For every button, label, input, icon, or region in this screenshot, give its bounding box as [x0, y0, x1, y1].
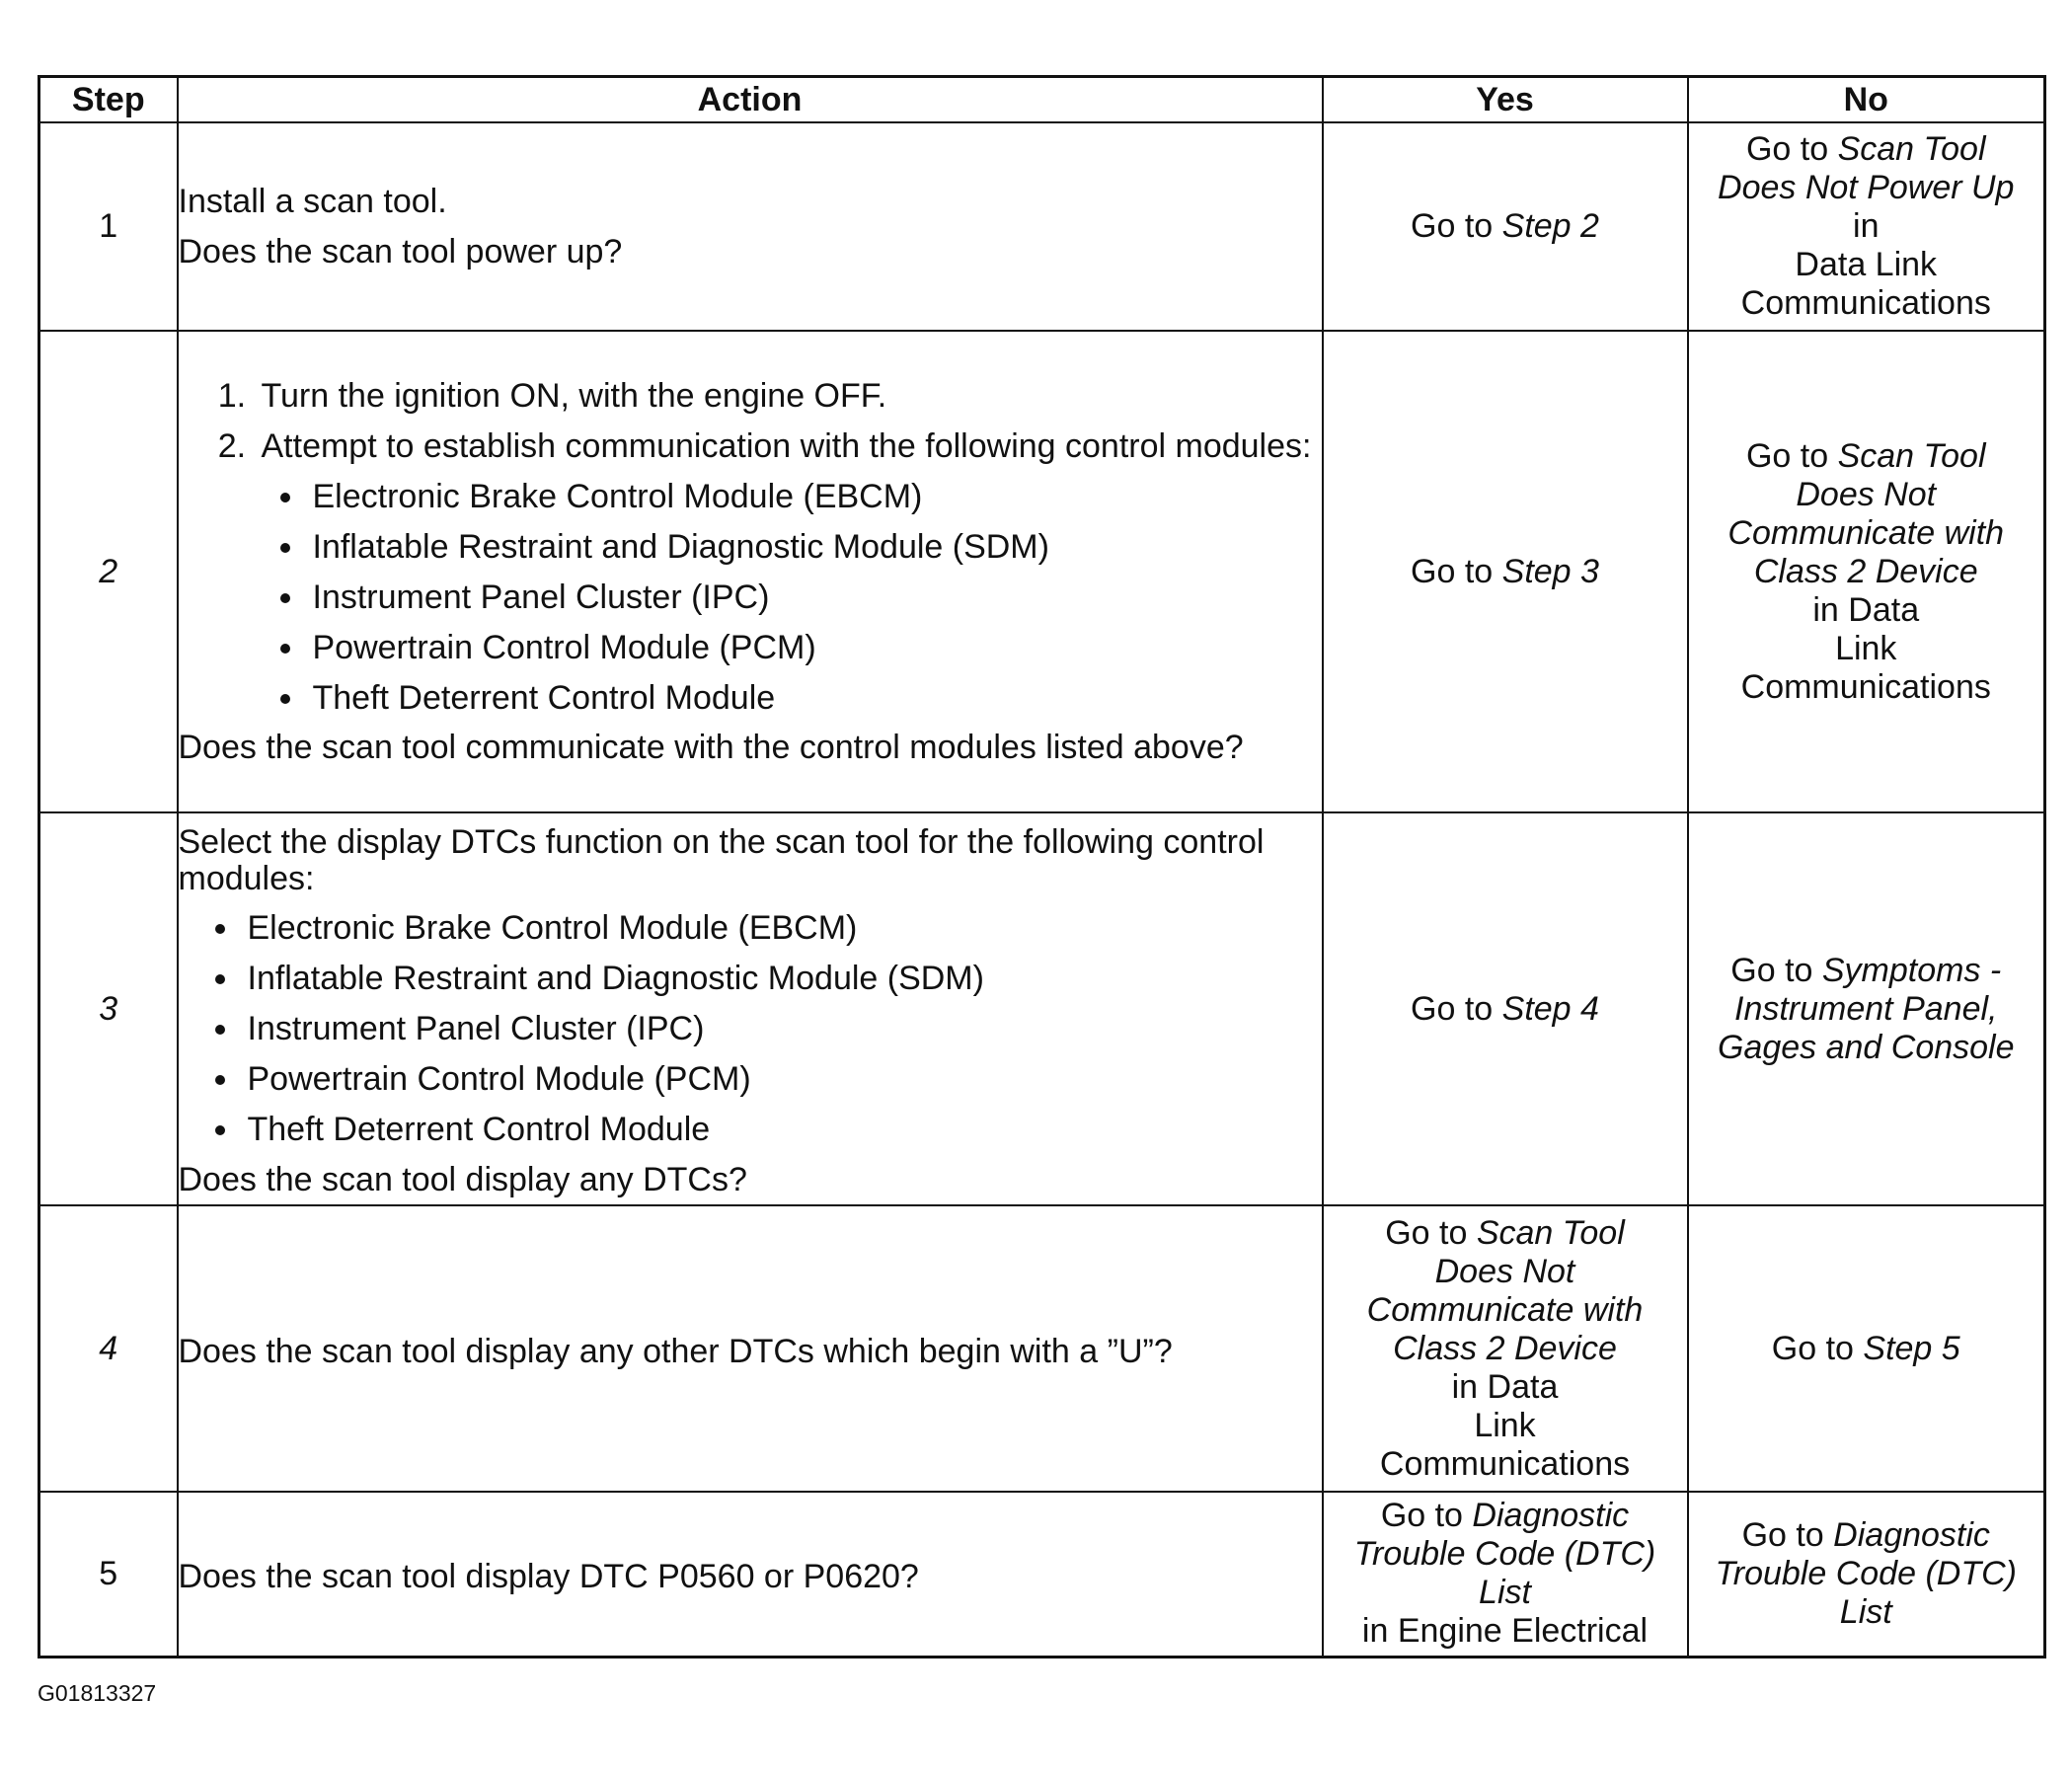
dtc-list-link[interactable]: List	[1479, 1574, 1531, 1612]
header-action: Action	[178, 77, 1323, 123]
go-to-text: Go to	[1385, 1213, 1477, 1252]
module-item: • Electronic Brake Control Module (EBCM)	[307, 478, 1322, 516]
scan-tool-link[interactable]: Does Not	[1796, 475, 1937, 513]
go-to-text: Go to	[1411, 552, 1502, 590]
reference-text: Data Link	[1795, 246, 1938, 283]
scan-tool-link[interactable]: Class 2 Device	[1393, 1329, 1617, 1367]
action-cell	[178, 1492, 1323, 1657]
reference-text: in Engine Electrical	[1361, 1612, 1649, 1651]
scan-tool-link[interactable]: Scan Tool	[1837, 436, 1986, 475]
yes-cell	[1323, 812, 1688, 1205]
module-list	[179, 909, 1322, 1149]
step-number: 2	[39, 331, 178, 812]
step-link[interactable]: Step 5	[1863, 1329, 1960, 1367]
step-number: 5	[39, 1492, 178, 1657]
step-link[interactable]: Step 3	[1501, 552, 1599, 590]
module-item: • Theft Deterrent Control Module	[242, 1111, 1322, 1149]
scan-tool-link[interactable]: Communicate with	[1727, 513, 2005, 552]
header-no: No	[1688, 77, 2045, 123]
no-cell	[1688, 1492, 2045, 1657]
go-to-text: Go to	[1771, 1329, 1864, 1367]
step-link[interactable]: Step 2	[1501, 207, 1599, 245]
yes-cell	[1323, 331, 1688, 812]
module-item: • Theft Deterrent Control Module	[307, 679, 1322, 718]
yes-cell	[1323, 122, 1688, 331]
table-row	[39, 812, 2045, 1205]
scan-tool-link[interactable]: Scan Tool	[1837, 130, 1986, 168]
dtc-list-link[interactable]: List	[1839, 1592, 1892, 1631]
reference-text: Communications	[1379, 1444, 1631, 1483]
dtc-list-link[interactable]: Trouble Code (DTC)	[1353, 1535, 1656, 1574]
step-number: 1	[39, 122, 178, 331]
go-to-text: Go to	[1745, 436, 1838, 475]
header-yes: Yes	[1323, 77, 1688, 123]
table-row	[39, 122, 2045, 331]
step-link[interactable]: Step 4	[1501, 989, 1599, 1028]
action-question: Does the scan tool display DTC P0560 or P0620?	[178, 1557, 919, 1595]
action-question: Does the scan tool display any DTCs?	[178, 1161, 747, 1198]
go-to-text: Go to	[1745, 130, 1838, 168]
reference-text: in	[1853, 207, 1880, 245]
go-to-text: Go to	[1380, 1497, 1473, 1535]
step-number: 3	[39, 812, 178, 1205]
scan-tool-link[interactable]: Class 2 Device	[1753, 552, 1978, 590]
go-to-text: Go to	[1411, 207, 1502, 245]
action-step: 1. Turn the ignition ON, with the engine OFF.	[256, 377, 1322, 416]
reference-text: in Data	[1812, 590, 1920, 629]
step-number: 4	[39, 1205, 178, 1492]
module-item: • Instrument Panel Cluster (IPC)	[242, 1010, 1322, 1048]
reference-text: Communications	[1740, 284, 1991, 322]
module-item: • Inflatable Restraint and Diagnostic Module (SDM)	[242, 960, 1322, 998]
reference-text: Communications	[1740, 667, 1991, 706]
dtc-list-link[interactable]: Diagnostic	[1833, 1515, 1990, 1554]
diagnostic-table	[38, 75, 2046, 1658]
module-item: • Powertrain Control Module (PCM)	[307, 629, 1322, 667]
table-row	[39, 331, 2045, 812]
scan-tool-link[interactable]: Does Not Power Up	[1718, 169, 2015, 206]
reference-text: in Data	[1451, 1367, 1559, 1406]
action-text: Install a scan tool.	[178, 182, 447, 220]
symptoms-link[interactable]: Instrument Panel,	[1734, 989, 1998, 1028]
module-item: • Instrument Panel Cluster (IPC)	[307, 578, 1322, 617]
action-cell	[178, 331, 1323, 812]
action-cell	[178, 122, 1323, 331]
module-item: • Powertrain Control Module (PCM)	[242, 1060, 1322, 1099]
no-cell	[1688, 1205, 2045, 1492]
action-cell	[178, 1205, 1323, 1492]
dtc-list-link[interactable]: Trouble Code (DTC)	[1715, 1554, 2017, 1592]
symptoms-link[interactable]: Gages and Console	[1717, 1028, 2015, 1066]
yes-cell	[1323, 1205, 1688, 1492]
header-row	[39, 77, 2045, 123]
action-step-text: Attempt to establish communication with the following control modules:	[261, 427, 1312, 465]
module-item: • Inflatable Restraint and Diagnostic Module (SDM)	[307, 528, 1322, 567]
action-question: Does the scan tool power up?	[178, 232, 623, 270]
no-cell	[1688, 122, 2045, 331]
figure-id: G01813327	[38, 1680, 157, 1706]
reference-text: Link	[1474, 1406, 1536, 1444]
go-to-text: Go to	[1411, 989, 1502, 1028]
module-list	[262, 478, 1322, 718]
yes-cell	[1323, 1492, 1688, 1657]
go-to-text: Go to	[1730, 951, 1822, 989]
symptoms-link[interactable]: Symptoms -	[1821, 951, 2002, 989]
table-row	[39, 1205, 2045, 1492]
action-cell	[178, 812, 1323, 1205]
scan-tool-link[interactable]: Communicate with	[1366, 1290, 1644, 1329]
table-row	[39, 1492, 2045, 1657]
no-cell	[1688, 331, 2045, 812]
action-steps	[179, 377, 1322, 718]
action-text: Select the display DTCs function on the scan tool for the following control modules:	[178, 823, 1265, 897]
dtc-list-link[interactable]: Diagnostic	[1472, 1497, 1630, 1535]
scan-tool-link[interactable]: Scan Tool	[1476, 1213, 1625, 1252]
reference-text: Link	[1835, 629, 1897, 667]
no-cell	[1688, 812, 2045, 1205]
go-to-text: Go to	[1741, 1515, 1834, 1554]
action-step	[256, 427, 1322, 718]
action-question: Does the scan tool communicate with the control modules listed above?	[178, 729, 1244, 766]
scan-tool-link[interactable]: Does Not	[1434, 1252, 1575, 1290]
action-question: Does the scan tool display any other DTCs which begin with a ”U”?	[178, 1332, 1173, 1370]
header-step: Step	[39, 77, 178, 123]
module-item: • Electronic Brake Control Module (EBCM)	[242, 909, 1322, 948]
